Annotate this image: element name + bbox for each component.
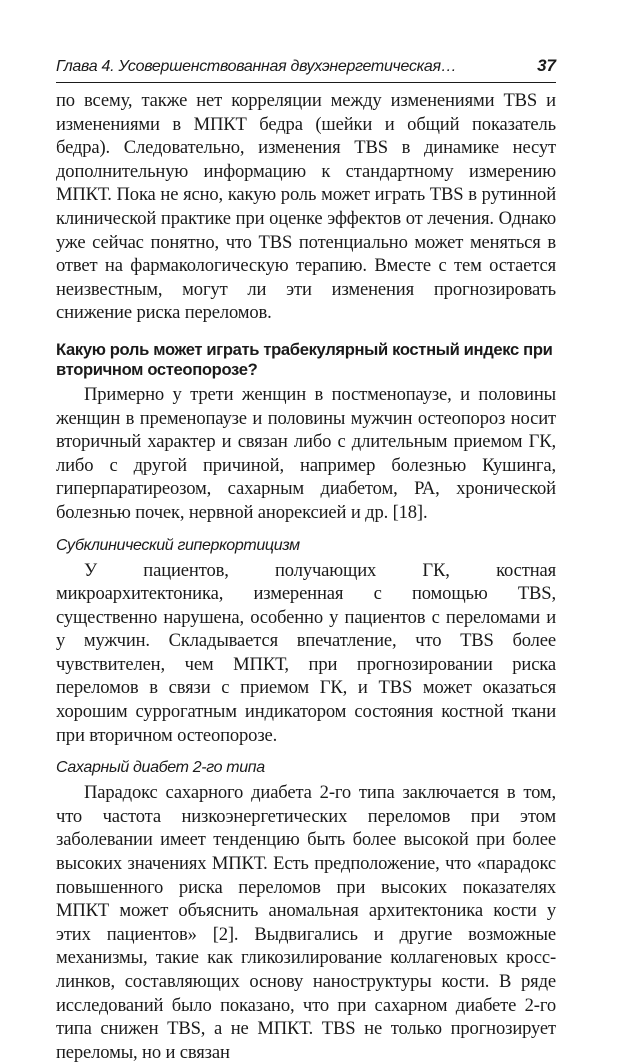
page-number: 37 xyxy=(537,56,556,75)
body-text xyxy=(56,89,556,1064)
running-head xyxy=(56,56,556,83)
paragraph-secondary-osteoporosis: Примерно у трети женщин в постменопаузе, и половины женщин в пременопаузе и половины мужчин остеопороз носит вторичный характер и связан либо с длительным приемом ГК, либо с другой причиной, например болезнью Кушинга, гиперпаратиреозом, сахарным диабетом, РА, хронической болезнью почек, нервной анорексией и др. [18]. xyxy=(56,383,556,523)
book-page xyxy=(56,56,556,1064)
paragraph-hypercortisolism: У пациентов, получающих ГК, костная микроархитектоника, измеренная с помощью TBS, существенно нарушена, особенно у пациентов с переломами и у мужчин. Складывается впечатление, что TBS более чувствителен, чем МПКТ, при прогнозировании риска переломов в связи с приемом ГК, и TBS может оказаться хорошим суррогатным индикатором состояния костной ткани при вторичном остеопорозе. xyxy=(56,559,556,746)
subheading-diabetes: Сахарный диабет 2-го типа xyxy=(56,759,265,777)
section-heading: Какую роль может играть трабекулярный костный индекс при вторичном остеопорозе? xyxy=(56,339,553,379)
subheading-hypercortisolism: Субклинический гиперкортицизм xyxy=(56,536,300,554)
paragraph-diabetes: Парадокс сахарного диабета 2-го типа заключается в том, что частота низкоэнергетических переломов при этом заболевании имеет тенденцию быть более высокой при более высоких значениях МПКТ. Есть предположение, что «парадокс повышенного риска переломов при высоких показателях МПКТ может объяснить аномальная архитектоника кости у этих пациентов» [2]. Выдвигались и другие возможные механизмы, такие как гликозилирование коллагеновых кросс-линков, составляющих основу наноструктуры кости. В ряде исследований было показано, что при сахарном диабете 2-го типа снижен TBS, а не МПКТ. TBS не только прогнозирует переломы, но и связан xyxy=(56,782,556,1063)
running-head-title: Глава 4. Усовершенствованная двухэнергетическая… xyxy=(56,58,457,75)
paragraph-continued: по всему, также нет корреляции между изменениями TBS и изменениями в МПКТ бедра (шейки и общий показатель бедра). Следовательно, изменения TBS в динамике несут дополнительную информацию к стандартному измерению МПКТ. Пока не ясно, какую роль может играть TBS в рутинной клинической практике при оценке эффектов от лечения. Однако уже сейчас понятно, что TBS потенциально может меняться в ответ на фармакологическую терапию. Вместе с тем остается неизвестным, могут ли эти изменения прогнозировать снижение риска переломов. xyxy=(56,90,556,324)
